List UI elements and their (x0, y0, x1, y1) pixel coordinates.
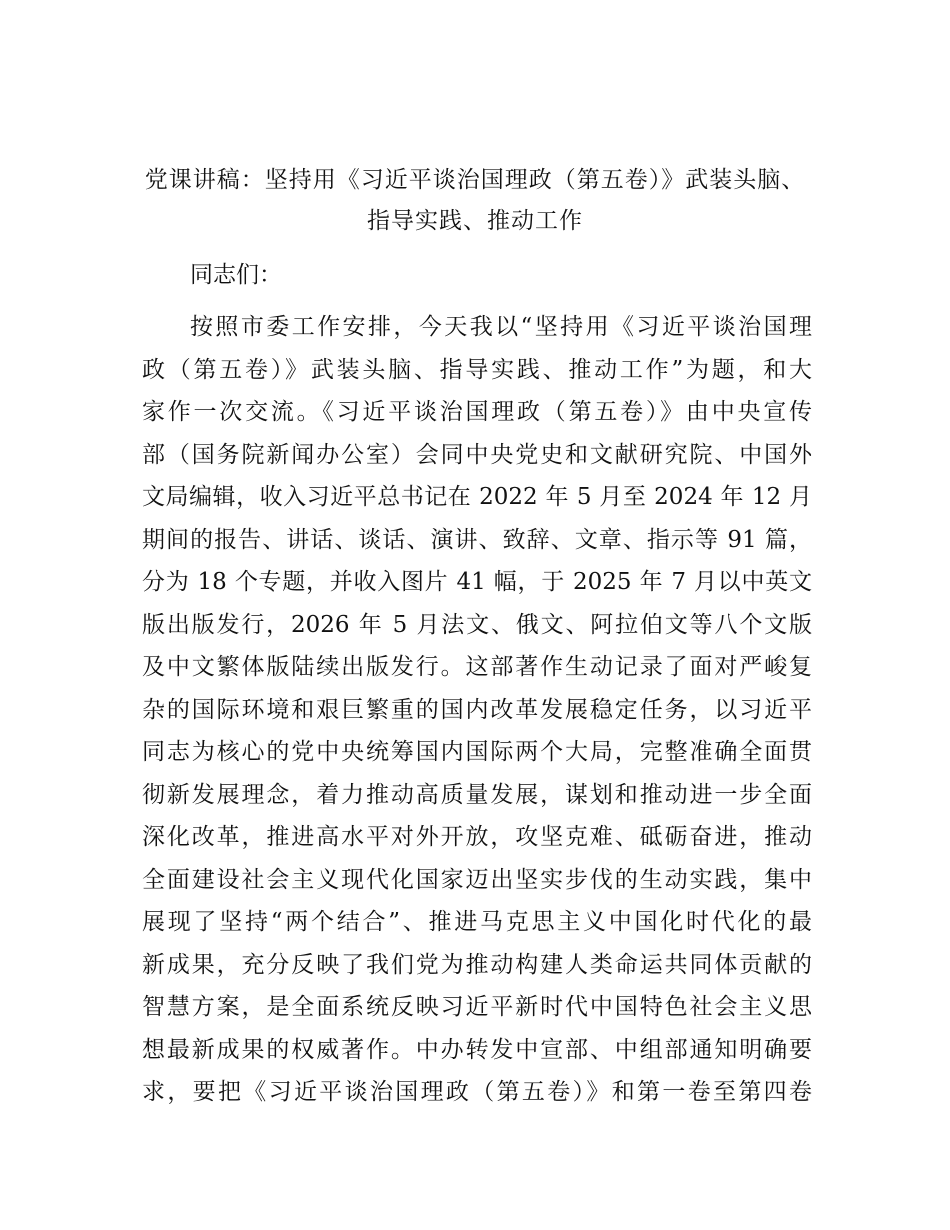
paragraph-line: 文局编辑，收入习近平总书记在 2022 年 5 月至 2024 年 12 月 (142, 484, 812, 510)
paragraph-line: 想最新成果的权威著作。中办转发中宣部、中组部通知明确要 (142, 1036, 812, 1063)
paragraph-line: 展现了坚持“两个结合”、推进马克思主义中国化时代化的最 (142, 909, 812, 935)
paragraph-line: 深化改革，推进高水平对外开放，攻坚克难、砥砺奋进，推动 (142, 824, 812, 850)
paragraph-line: 杂的国际环境和艰巨繁重的国内改革发展稳定任务，以习近平 (142, 696, 812, 723)
paragraph-line: 智慧方案，是全面系统反映习近平新时代中国特色社会主义思 (142, 994, 812, 1020)
paragraph-line: 求，要把《习近平谈治国理政（第五卷）》和第一卷至第四卷 (142, 1079, 812, 1105)
body-paragraph (142, 306, 812, 1114)
title-line-1: 党课讲稿：坚持用《习近平谈治国理政（第五卷）》武装头脑、 (144, 167, 806, 193)
paragraph-line: 同志为核心的党中央统筹国内国际两个大局，完整准确全面贯 (142, 739, 812, 765)
paragraph-line: 新成果，充分反映了我们党为推动构建人类命运共同体贡献的 (142, 951, 812, 978)
paragraph-line: 分为 18 个专题，并收入图片 41 幅，于 2025 年 7 月以中英文 (142, 569, 812, 595)
paragraph-line: 全面建设社会主义现代化国家迈出坚实步伐的生动实践，集中 (142, 866, 812, 893)
paragraph-line: 政（第五卷）》武装头脑、指导实践、推动工作”为题，和大 (142, 356, 812, 383)
paragraph-line: 家作一次交流。《习近平谈治国理政（第五卷）》由中央宣传 (142, 399, 812, 425)
document-title (120, 160, 830, 242)
paragraph-line: 及中文繁体版陆续出版发行。这部著作生动记录了面对严峻复 (142, 654, 812, 680)
paragraph-line: 版出版发行，2026 年 5 月法文、俄文、阿拉伯文等八个文版 (142, 611, 812, 638)
paragraph-line: 期间的报告、讲话、谈话、演讲、致辞、文章、指示等 91 篇， (142, 526, 812, 553)
greeting: 同志们： (190, 262, 282, 288)
paragraph-line: 按照市委工作安排，今天我以“坚持用《习近平谈治国理 (190, 314, 812, 340)
paragraph-line: 彻新发展理念，着力推动高质量发展，谋划和推动进一步全面 (142, 781, 812, 808)
paragraph-line: 部（国务院新闻办公室）会同中央党史和文献研究院、中国外 (142, 441, 812, 468)
title-line-2: 指导实践、推动工作 (367, 208, 583, 234)
